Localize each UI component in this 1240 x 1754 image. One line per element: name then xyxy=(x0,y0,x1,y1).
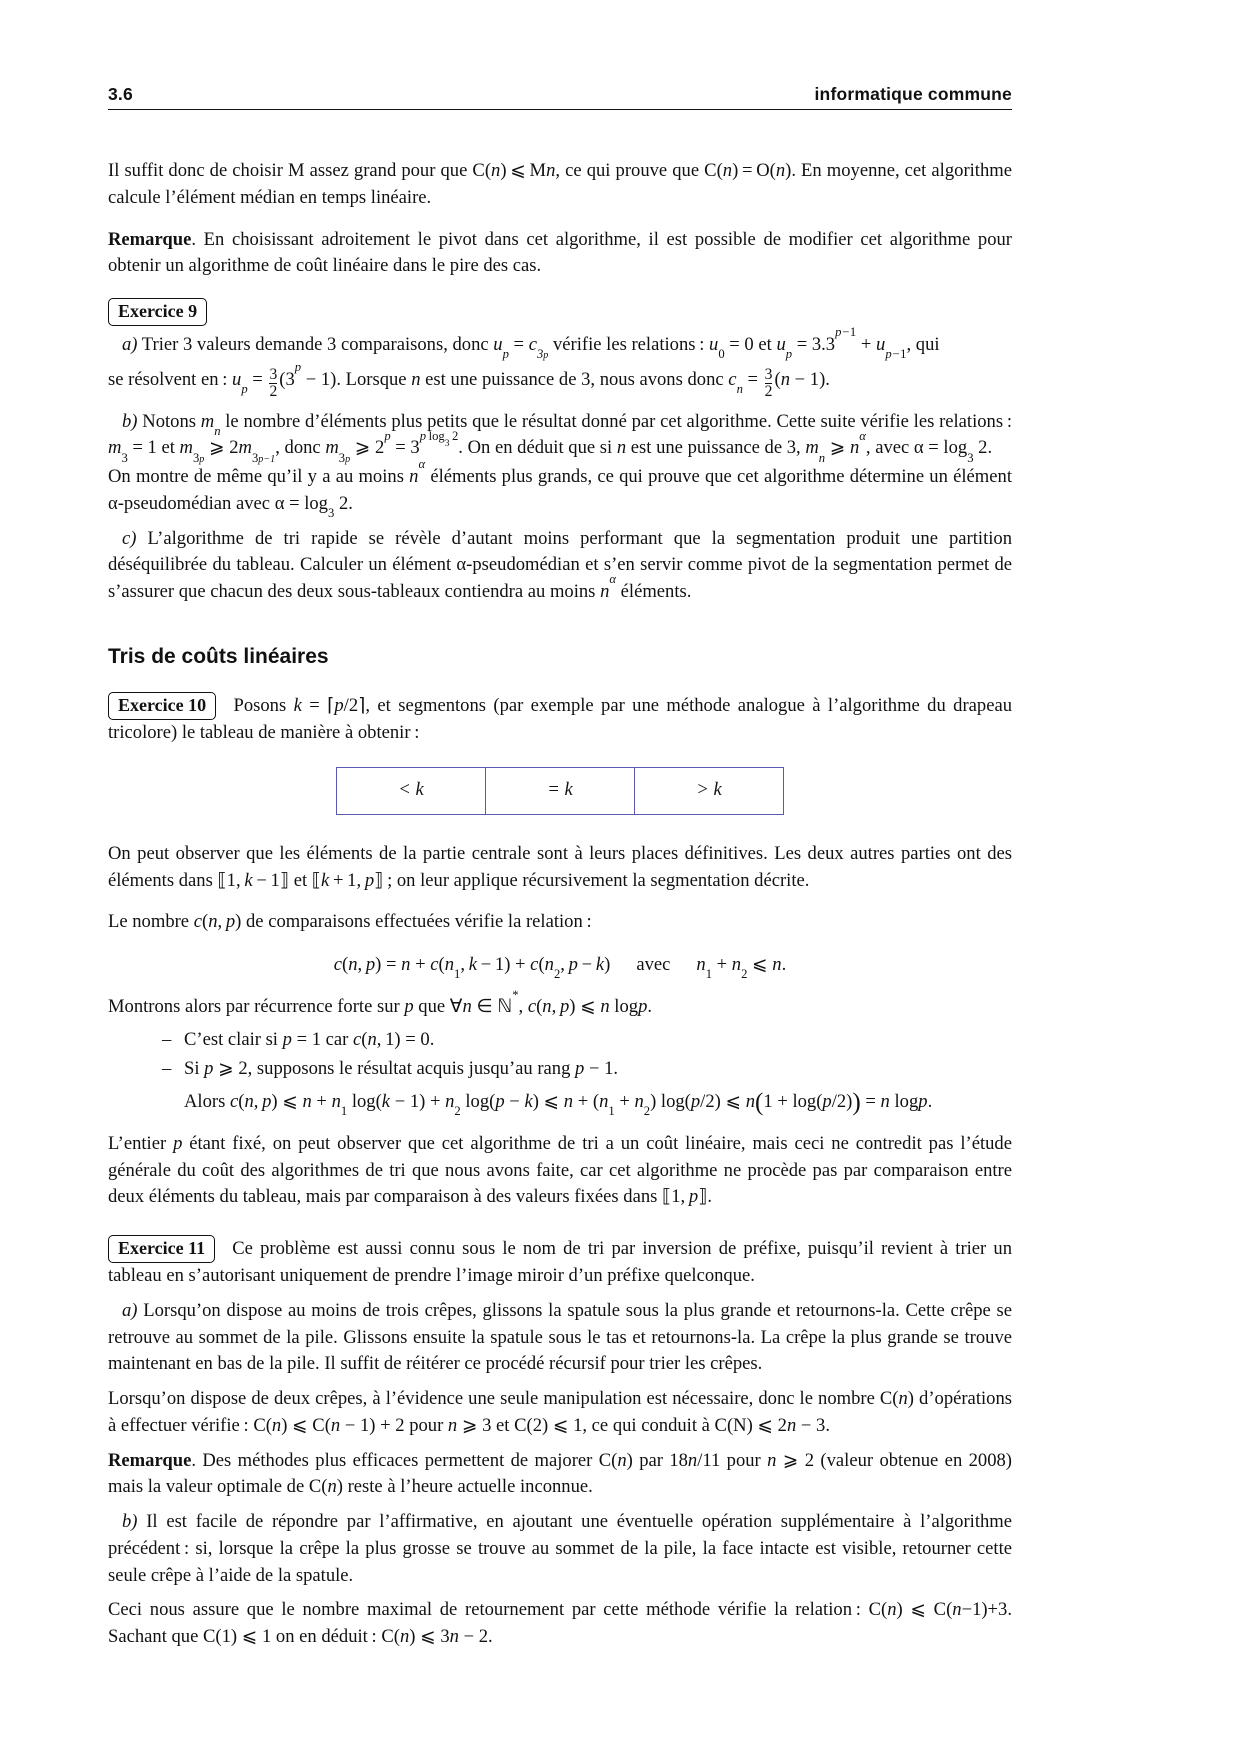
exercise-11-part-a: a) Lorsqu’on dispose au moins de trois crêpes, glissons la spatule sous la plus grande et retournons-la. Cette crêpe se retrouve au sommet de la pile. Glissons ensuite la spatule sous le tas et retournons-la. La crêpe la plus grande se trouve maintenant en bas de la pile. Il suffit de réitérer ce procédé récursif pour trier les crêpes. xyxy=(108,1299,1012,1375)
remark-body-2: . Des méthodes plus efficaces permettent de majorer C(n) par 18n/11 pour n ⩾ 2 (valeur obtenue en 2008) mais la valeur optimale de C(n) reste à l’heure actuelle inconnue. xyxy=(108,1449,1012,1498)
k-partition-diagram-wrap xyxy=(108,767,1012,816)
dash-bullet-icon: – xyxy=(162,1058,172,1080)
exercise-10-bullet-list xyxy=(108,1027,1012,1121)
exercise-11-a-label: a) xyxy=(122,1299,138,1321)
exercise-9-tag-wrap xyxy=(108,298,1012,326)
header-section-number: 3.6 xyxy=(108,84,133,104)
section-heading-tris-de-couts-lineaires: Tris de coûts linéaires xyxy=(108,644,329,668)
list-item xyxy=(108,1027,1012,1054)
exercise-11-intro: Exercice 11 Ce problème est aussi connu sous le nom de tri par inversion de préfixe, puisqu’il revient à trier un tableau en s’autorisant uniquement de prendre l’image miroir d’un préfixe quelconque. xyxy=(108,1235,1012,1290)
bullet-2-sub-text: Alors c(n, p) ⩽ $n + n_1$ $\log(k - 1) + n_2$ log(p − k) ⩽ $n + (n_1 + n_2)$ log(p/2) ⩽ n(1 + log(p/2)) = n logp. xyxy=(184,1088,933,1118)
k-partition-diagram xyxy=(336,767,784,816)
bullet-1-text: C’est clair si p = 1 car c(n, 1) = 0. xyxy=(184,1029,435,1051)
exercise-10-closing: L’entier p étant fixé, on peut observer que cet algorithme de tri a un coût linéaire, mais ceci ne contredit pas l’étude générale du coût des algorithmes de tri que nous avons faite, car cet algorithme ne procède pas par comparaison entre deux éléments du tableau, mais par comparaison à des valeurs fixées dans ⟦1, p⟧. xyxy=(108,1132,1012,1208)
exercise-9-part-b: b) Notons $m_n$ le nombre d’éléments plus petits que le résultat donné par cet algorithme. Cette suite vérifie les relations : $m_3 = 1$ et $m_{3p}$ ⩾ $2m_{3p-1}$, donc $m_{3p}$ ⩾ $2^p = 3^{p log_3 2}$. On en déduit que si n est une puissance de 3, $m_n$ ⩾ $n^\alpha$, avec $\alpha = \log_3 2$. xyxy=(108,410,1012,465)
exercise-10-relation-lead: Le nombre c(n, p) de comparaisons effectuées vérifie la relation : xyxy=(108,910,592,932)
k-cell-greater: > k xyxy=(696,778,722,800)
exercise-9-tag[interactable]: Exercice 9 xyxy=(108,298,207,326)
exercise-9-a-label: a) xyxy=(122,333,138,355)
k-cell-equal: = k xyxy=(486,768,635,815)
exercise-11-remark xyxy=(108,1448,1012,1502)
exercise-11-part-b: b) Il est facile de répondre par l’affirmative, en ajoutant une éventuelle opération supplémentaire à l’algorithme précédent : si, lorsque la crêpe la plus grosse se trouve au sommet de la pile, la face intacte est visible, retourner cette seule crêpe à l’aide de la spatule. xyxy=(108,1511,1012,1586)
exercise-11-part-a-2: Lorsqu’on dispose de deux crêpes, à l’évidence une seule manipulation est nécessaire, donc le nombre C(n) d’opérations à effectuer vérifie : C(n) ⩽ C(n − 1) + 2 pour n ⩾ 3 et C(2) ⩽ 1, ce qui conduit à C(N) ⩽ 2n − 3. xyxy=(108,1388,1012,1436)
page-header xyxy=(108,0,1012,105)
header-subject: informatique commune xyxy=(814,84,1012,104)
intro-paragraph-1: Il suffit donc de choisir M assez grand pour que C(n) ⩽ Mn, ce qui prouve que C(n) = O(n). En moyenne, cet algorithme calcule l’élément médian en temps linéaire. xyxy=(108,160,1012,208)
exercise-10-tag[interactable]: Exercice 10 xyxy=(108,692,216,720)
dash-bullet-icon: – xyxy=(162,1029,172,1051)
exercise-10-intro: Exercice 10 Posons k = ⌈p/2⌉, et segmentons (par exemple par une méthode analogue à l’algorithme du drapeau tricolore) le tableau de manière à obtenir : xyxy=(108,692,1012,747)
remark-label-2: Remarque xyxy=(108,1449,192,1471)
exercise-10-induction: Montrons alors par récurrence forte sur p que ∀n ∈ ℕ*, c(n, p) ⩽ n logp. xyxy=(108,987,653,1018)
page-content xyxy=(108,0,1012,1653)
list-item xyxy=(108,1056,1012,1083)
remark-body-1: . En choisissant adroitement le pivot dans cet algorithme, il est possible de modifier cet algorithme pour obtenir un algorithme de coût linéaire dans le pire des cas. xyxy=(108,228,1012,277)
exercise-9-part-c: c) L’algorithme de tri rapide se révèle d’autant moins performant que la segmentation produit une partition déséquilibrée du tableau. Calculer un élément α-pseudomédian et s’en servir comme pivot de la segmentation permet de s’assurer que chacun des deux sous-tableaux contiendra au moins $n^\alpha$ éléments. xyxy=(108,527,1012,603)
exercise-10-display-equation: c(n, $p) = n + c(n_1$, $k - 1) + c(n_2$, p − k) avec $n_1 + n_2$ ⩽ n. xyxy=(333,953,787,981)
exercise-10-after-box: On peut observer que les éléments de la partie centrale sont à leurs places définitives. Les deux autres parties ont des éléments dans ⟦1, k − 1⟧ et ⟦k + 1, p⟧ ; on leur applique récursivement la segmentation décrite. xyxy=(108,843,1012,892)
exercise-9-part-b-line3: On montre de même qu’il y a au moins $n^\alpha$ éléments plus grands, ce qui prouve que cet algorithme détermine un élément α-pseudomédian avec $\alpha = \log_3 2$. xyxy=(108,457,1012,521)
remark-label-1: Remarque xyxy=(108,228,192,250)
exercise-11-b-label: b) xyxy=(122,1511,138,1533)
exercise-9-c-label: c) xyxy=(122,527,137,549)
bullet-2-text: Si p ⩾ 2, supposons le résultat acquis jusqu’au rang p − 1. xyxy=(184,1058,619,1080)
intro-remark xyxy=(108,227,1012,281)
k-cell-less: < k xyxy=(337,768,486,815)
exercise-9-b-label: b) xyxy=(122,410,138,432)
exercise-11-part-b-2: Ceci nous assure que le nombre maximal de retournement par cette méthode vérifie la relation : C(n) ⩽ C(n−1)+3. Sachant que C(1) ⩽ 1 on en déduit : C(n) ⩽ 3n − 2. xyxy=(108,1599,1012,1648)
header-rule xyxy=(108,109,1012,110)
exercise-11-tag[interactable]: Exercice 11 xyxy=(108,1235,215,1263)
exercise-9-part-a-line2: se résolvent en : $u_p$ = $\frac{3}{2}$ $(3^p - 1)$. Lorsque n est une puissance de 3, nous avons donc $c_n$ = $\frac{3}{2}$ (n − 1). xyxy=(108,359,830,401)
document-body xyxy=(108,158,1012,1651)
exercise-9-part-a: a) Trier 3 valeurs demande 3 comparaisons, donc $u_p = c_{3p}$ vérifie les relations : $u_0 = 0$ et $u_p = 3.3^{p-1} + u_{p-1}$, qui xyxy=(122,325,940,362)
